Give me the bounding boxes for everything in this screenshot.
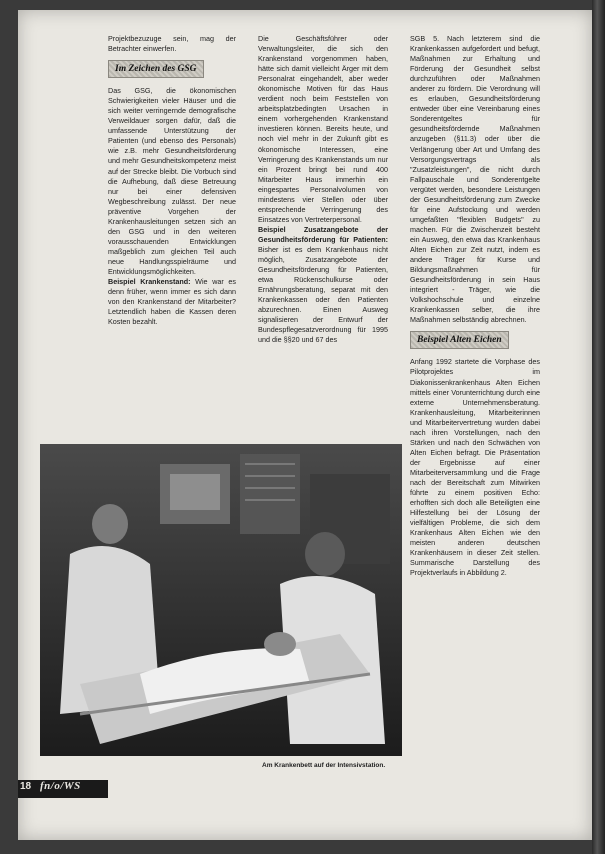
column-1 xyxy=(108,34,236,327)
paragraph-krankenstand xyxy=(108,277,236,327)
krankenstand-lead: Beispiel Krankenstand: xyxy=(108,277,191,287)
binding-edge xyxy=(592,0,605,854)
paragraph-geschaeftsfuehrer: Die Geschäftsführer oder Verwaltungsleiter, die sich den Krankenstand vorgenommen haben, hätte sich damit vielleicht Ärger mit dem Personalrat eingehandelt, aber weder ökonomische Motiven für das Haus verdient noch beim Feststellen von arbeitsplatzbedingten Ursachen in einem vorhergehenden Krankenstand investieren können. Bereits heute, und noch viel mehr in der Zukunft gibt es ökonomische Interessen, eine Verringerung des Krankenstands um nur ein Prozent bringt bei rund 400 Mitarbeiter Haus immerhin ein eingespartes Personalvolumen von mindestens vier Stellen oder über entsprechende Verringerung des Einsatzes von Vertreterpersonal. xyxy=(258,34,388,224)
photo-caption: Am Krankenbett auf der Intensivstation. xyxy=(262,762,386,769)
nurse-right-head xyxy=(305,532,345,576)
krankenstand-text: Wie war es denn früher, wenn immer es sich dann von den Krankenstand der Mitarbeiter? Letztendlich haben die Kassen deren Kosten bezahlt. xyxy=(108,277,236,327)
page-number: 18 xyxy=(20,781,32,792)
column-2 xyxy=(258,34,388,345)
paragraph-zusatzangebote xyxy=(258,225,388,346)
intro-paragraph: Projektbezuzuge sein, mag der Betrachter einwerfen. xyxy=(108,34,236,54)
nurse-left-head xyxy=(92,504,128,544)
column-3 xyxy=(410,34,540,578)
patient-head xyxy=(264,632,296,656)
paragraph-alten-eichen: Anfang 1992 startete die Vorphase des Pilotprojektes im Diakonissenkrankenhaus Alten Eichen mittels einer Vorunterrichtung durch eine externe Unternehmensberatung. Krankenhausleitung, Mitarbeiterinnen und Mitarbeitervertretung wurden dabei nach ihren Vorstellungen, nach den Stärken und nach den Schwächen von Alten Eichen befragt. Die Präsentation der Ergebnisse auf einer Mitarbeiterversammlung und die Frage nach der Bereitschaft zum Mitwirken führte zu einem positiven Echo: erhofften sich doch alle Beteiligten eine Hilfestellung bei der Lösung der vielfältigen Probleme, die sich dem Krankenhaus Alten Eichen wie den meisten anderen deutschen Krankenhäusern in dieser Zeit stellen. Summarische Darstellung des Projektverlaufs in Abbildung 2. xyxy=(410,357,540,578)
section-heading-gsg: Im Zeichen des GSG xyxy=(108,60,204,78)
zusatzangebote-lead: Beispiel Zusatzangebote der Gesundheitsförderung für Patienten: xyxy=(258,224,388,244)
photo-intensive-care xyxy=(40,444,402,756)
magazine-logo: fn/o/WS xyxy=(40,780,81,792)
paragraph-gsg: Das GSG, die ökonomischen Schwierigkeiten vieler Häuser und die sich weiter verringernde demografische Verweildauer sorgen dafür, daß die umfassende Unterstützung der Patienten (und ebenso des Personals) wie z.B. mehr Gesundheitsförderung und mehr Gesundheitskompetenz meist auf der Strecke bleibt. Die Vorbuch sind die Aufhebung, daß diese Betreuung nur bei einer defensiven Wegbeschreibung zulässt. Der neue präventive Vorgehen der Krankenhausleitungen setzen sich an den GSG und in den weiteren vorausschauenden Entwicklungen maßgeblich zum gleichen Teil auch neue Handlungsspielräume und Entwicklungsmöglichkeiten. xyxy=(108,86,236,276)
paragraph-sgb: SGB 5. Nach letzterem sind die Krankenkassen aufgefordert und befugt, Maßnahmen zur Erhaltung und Förderung der Gesundheit selbst durchzuführen oder Maßnahmen anderer zu fördern. Die Verordnung will es erlauben, Gesundheitsförderung entweder über eine Vereinbarung eines Sonderentgeltes für gesundheitsfördernde Maßnahmen anzugeben (§11.3) oder über die Verlängerung über Art und Umfang des Versorgungsvertrags als "Zusatzleistungen", die nicht durch Fallpauschale und Sonderentgelte vergütet werden, besondere Leistungen der Gesundheitsförderung zum Zwecke für eine Aufstockung und werden umgefaßten "flexiblen Budgets" zu machen. Für die Zwischenzeit besteht ein Ausweg, den etwa das Krankenhaus Alten Eichen zur Zeit nutzt, indem es andere Träger für Kurse und Bildungsmaßnahmen für Gesundheitsförderung in sein Haus integriert - Träger, wie die Volkshochschule und einzelne Krankenkassen selber, die ihre Maßnahmen selbständig abrechnen. xyxy=(410,34,540,325)
zusatzangebote-text: Bisher ist es dem Krankenhaus nicht möglich, Zusatzangebote der Gesundheitsförderung für Patienten, etwa Rückenschulkurse oder Ernährungsberatung, separat mit den Krankenkassen oder den Patienten abzurechnen. Einen Ausweg signalisieren der Entwurf der Bundespflegesatzverordnung für 1995 und die §§20 und 67 des xyxy=(258,244,388,345)
section-heading-alten-eichen: Beispiel Alten Eichen xyxy=(410,331,509,349)
photo-illustration xyxy=(40,444,402,756)
